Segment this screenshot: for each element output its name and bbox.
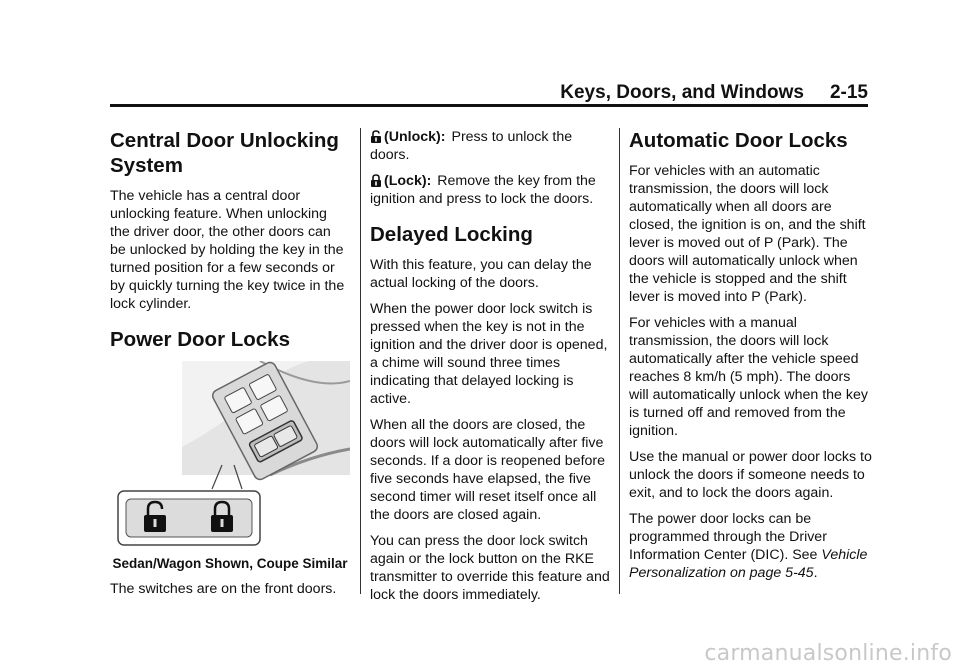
lock-label: (Lock): xyxy=(384,173,432,189)
column-1 xyxy=(110,128,350,606)
heading-central-door-unlocking: Central Door Unlocking System xyxy=(110,129,339,177)
column-divider-2 xyxy=(619,128,620,594)
unlock-text: Press to unlock the doors. xyxy=(370,129,573,163)
lock-description xyxy=(370,172,610,208)
lock-text: Remove the key from the ignition and press to lock the doors. xyxy=(370,173,596,207)
heading-delayed-locking: Delayed Locking xyxy=(370,223,533,246)
delayed-paragraph-3: When all the doors are closed, the doors will lock automatically after five seconds. If a door is reopened before five seconds have elapsed, the five second timer will reset itself once all the doors are closed again. xyxy=(370,417,606,523)
delayed-paragraph-2: When the power door lock switch is pressed when the key is not in the ignition and the driver door is opened, a chime will sound three times indicating that delayed locking is active. xyxy=(370,301,608,407)
section-title: Keys, Doors, and Windows xyxy=(560,82,804,103)
auto-paragraph-4-end: . xyxy=(813,565,818,581)
delayed-paragraph-1: With this feature, you can delay the actual locking of the doors. xyxy=(370,257,592,291)
watermark: carmanualsonline.info xyxy=(704,641,952,666)
unlock-label: (Unlock): xyxy=(384,129,446,145)
column-2 xyxy=(370,128,610,612)
auto-paragraph-4-text: The power door locks can be programmed through the Driver Information Center (DIC). See xyxy=(629,511,827,563)
page-number: 2-15 xyxy=(829,82,868,103)
door-switch-illustration xyxy=(110,361,350,549)
central-unlocking-paragraph: The vehicle has a central door unlocking feature. When unlocking the driver door, the other doors can be unlocked by holding the key in the turned position for a few seconds or by quickly turning the key twice in the lock cylinder. xyxy=(110,188,345,312)
door-switch-illustration-svg xyxy=(110,361,350,549)
lock-padlock-icon xyxy=(370,174,382,187)
column-3 xyxy=(629,128,872,590)
cross-reference-link[interactable]: Vehicle Personalization on page 5-45 xyxy=(629,547,868,581)
header-rule xyxy=(110,104,868,107)
unlock-description xyxy=(370,128,610,164)
heading-automatic-door-locks: Automatic Door Locks xyxy=(629,129,848,152)
auto-paragraph-3: Use the manual or power door locks to unlock the doors if someone needs to exit, and to lock the doors again. xyxy=(629,449,872,501)
auto-paragraph-2: For vehicles with a manual transmission, the doors will lock automatically after the vehicle speed reaches 8 km/h (5 mph). The doors will automatically unlock when the key is turned off and removed from the ignition. xyxy=(629,315,868,439)
switches-location-paragraph: The switches are on the front doors. xyxy=(110,581,337,597)
running-header xyxy=(110,82,868,106)
figure-caption: Sedan/Wagon Shown, Coupe Similar xyxy=(112,556,348,571)
auto-paragraph-1: For vehicles with an automatic transmission, the doors will lock automatically when all doors are closed, the ignition is on, and the shift lever is moved out of P (Park). The doors will automatically unlock when the vehicle is stopped and the shift lever is moved into P (Park). xyxy=(629,163,866,305)
auto-paragraph-4 xyxy=(629,510,872,582)
delayed-paragraph-4: You can press the door lock switch again or the lock button on the RKE transmitter to override this feature and lock the doors immediately. xyxy=(370,533,610,603)
heading-power-door-locks: Power Door Locks xyxy=(110,328,290,351)
unlock-padlock-icon xyxy=(370,130,382,143)
column-divider-1 xyxy=(360,128,361,594)
